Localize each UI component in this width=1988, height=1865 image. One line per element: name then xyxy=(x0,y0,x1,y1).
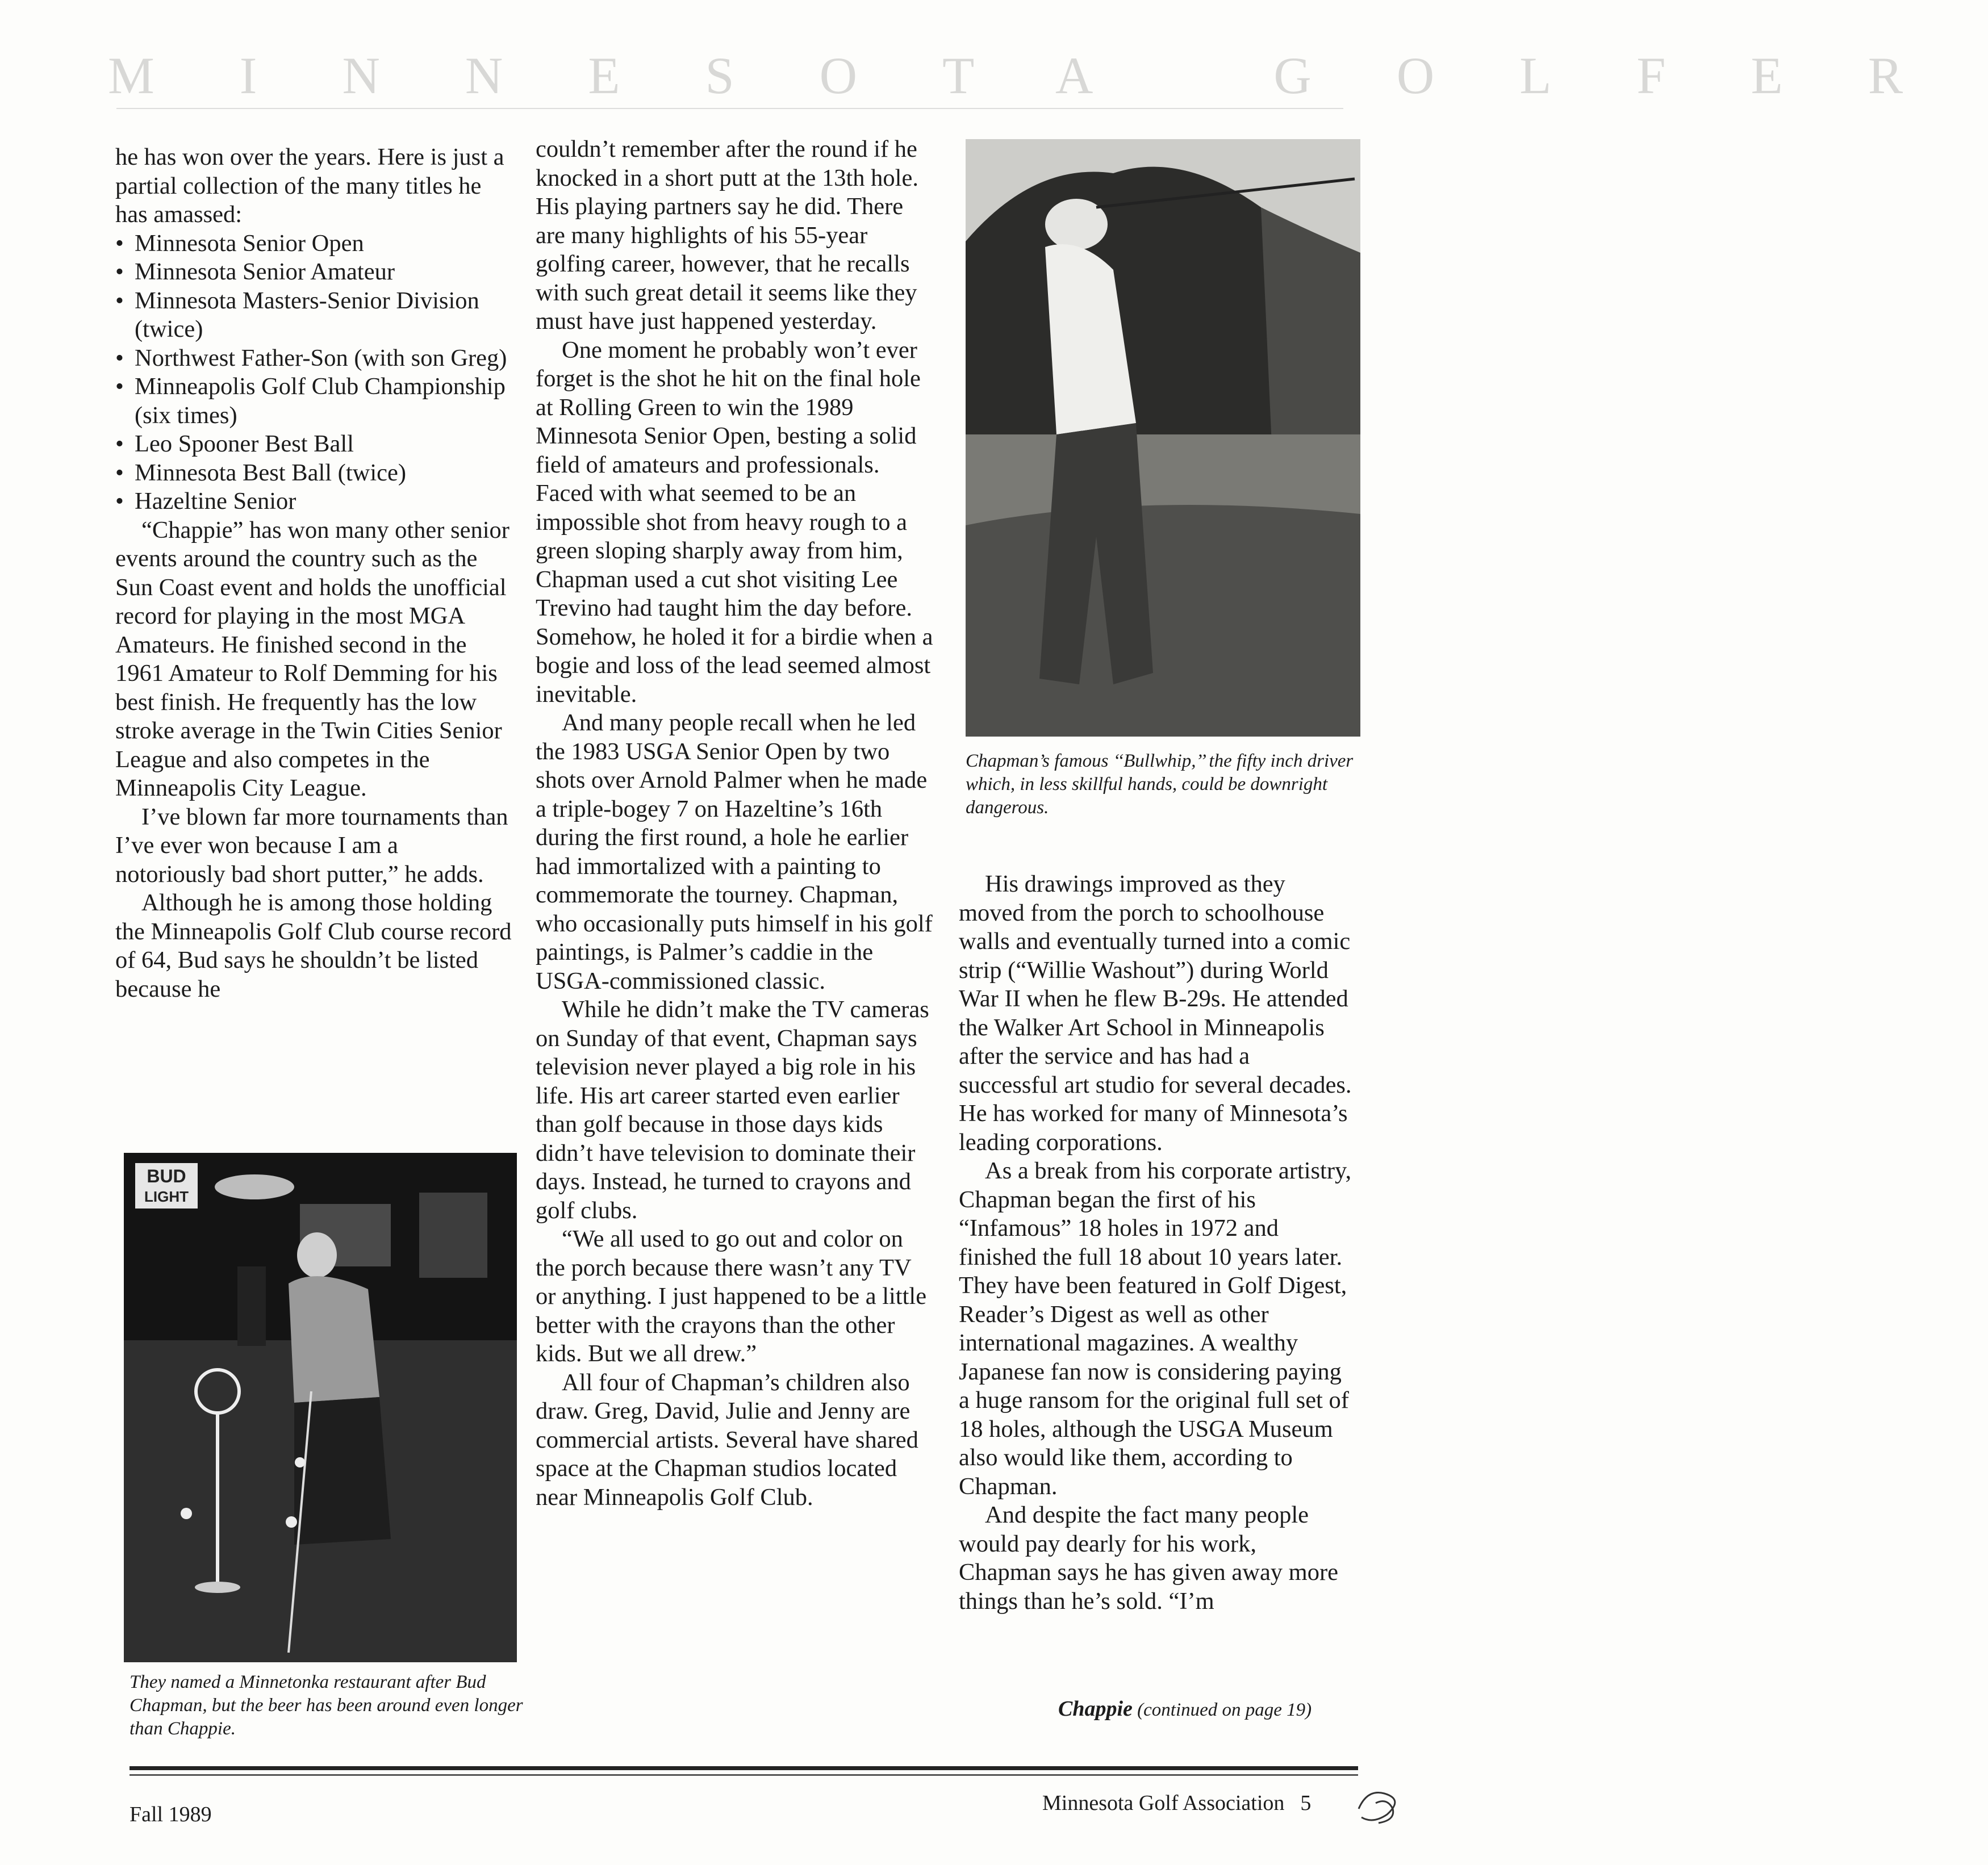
continued-note xyxy=(1058,1696,1312,1721)
list-item: • Minnesota Best Ball (twice) xyxy=(115,459,513,488)
footer-publisher xyxy=(1042,1791,1311,1816)
titles-list xyxy=(115,229,513,516)
footer-rule-thin xyxy=(130,1774,1358,1776)
article-column-2 xyxy=(536,135,933,1512)
list-item: • Minneapolis Golf Club Championship (six times) xyxy=(115,373,513,430)
paragraph: I’ve blown far more tournaments than I’ve ever won because I am a notoriously bad short putter,” he adds. xyxy=(115,803,508,888)
bar-photo-image xyxy=(124,1153,517,1662)
paragraph: As a break from his corporate artistry, Chapman began the first of his “Infamous” 18 holes in 1972 and finished the full 18 about 10 years later. They have been featured in Golf Digest, Reader’s Digest as well as other international magazines. A wealthy Japanese fan now is considering paying a huge ransom for the original full set of 18 holes, although the USGA Museum also would like them, according to Chapman. xyxy=(959,1157,1352,1500)
list-item: • Minnesota Masters-Senior Division (twice) xyxy=(115,287,513,344)
swing-photo xyxy=(966,139,1360,737)
sign-text-light: LIGHT xyxy=(144,1188,189,1205)
sign-text-bud: BUD xyxy=(147,1166,186,1186)
paragraph: And despite the fact many people would pay dearly for his work, Chapman says he has given away more things than he’s sold. “I’m xyxy=(959,1502,1339,1615)
column1-intro: he has won over the years. Here is just a partial collection of the many titles he has amassed: xyxy=(115,144,504,228)
handwritten-mark xyxy=(1353,1783,1410,1829)
masthead-rule xyxy=(116,108,1343,109)
page-number: 5 xyxy=(1300,1791,1312,1815)
list-item: • Minnesota Senior Amateur xyxy=(115,258,513,287)
continued-text: (continued on page 19) xyxy=(1132,1700,1312,1720)
paragraph: All four of Chapman’s children also draw. Greg, David, Julie and Jenny are commercial artists. Several have shared space at the Chapman studios located near Minneapolis Golf Club. xyxy=(536,1369,918,1511)
swing-photo-image xyxy=(966,139,1360,737)
bar-photo-caption: They named a Minnetonka restaurant after Bud Chapman, but the beer has been around even longer than Chappie. xyxy=(130,1672,523,1739)
paragraph: “We all used to go out and color on the porch because there wasn’t any TV or anything. I just happened to be a little better with the crayons than the other kids. But we all drew.” xyxy=(536,1226,927,1367)
paragraph: One moment he probably won’t ever forget is the shot he hit on the final hole at Rolling Green to win the 1989 Minnesota Senior Open, besting a solid field of amateurs and professionals. Faced with what seemed to be an impossible shot from heavy rough to a green sloping sharply away from him, Chapman used a cut shot visiting Lee Trevino had taught him the day before. Somehow, he holed it for a birdie when a bogie and loss of the lead seemed almost inevitable. xyxy=(536,336,933,708)
swing-photo-caption: Chapman’s famous ‘‘Bullwhip,’’ the fifty inch driver which, in less skillful hands, could be downright dangerous. xyxy=(966,751,1354,818)
list-item: • Hazeltine Senior xyxy=(115,487,513,516)
paragraph: His drawings improved as they moved from the porch to schoolhouse walls and eventually turned into a comic strip (“Willie Washout”) during World War II when he flew B-29s. He attended the Walker Art School in Minneapolis after the service and has had a successful art studio for several decades. He has worked for many of Minnesota’s leading corporations. xyxy=(959,871,1352,1156)
paragraph: couldn’t remember after the round if he knocked in a short putt at the 13th hole. His playing partners say he did. There are many highlights of his 55-year golfing career, however, that he recalls with such great detail it seems like they must have just happened yesterday. xyxy=(536,136,918,334)
paragraph: “Chappie” has won many other senior events around the country such as the Sun Coast event and holds the unofficial record for playing in the most MGA Amateurs. He finished second in the 1961 Amateur to Rolf Demming for his best finish. He frequently has the low stroke average in the Twin Cities Senior League and also competes in the Minneapolis City League. xyxy=(115,516,509,801)
bar-photo xyxy=(124,1153,517,1662)
footer-rule xyxy=(130,1766,1358,1770)
continued-name: Chappie xyxy=(1058,1697,1133,1721)
paragraph: Although he is among those holding the Minneapolis Golf Club course record of 64, Bud says he shouldn’t be listed because he xyxy=(115,889,512,1002)
list-item: • Leo Spooner Best Ball xyxy=(115,430,513,459)
masthead: MINNESOTA GOLFER xyxy=(108,47,1988,104)
article-column-1 xyxy=(115,143,513,1003)
list-item: • Minnesota Senior Open xyxy=(115,229,513,258)
paragraph: While he didn’t make the TV cameras on Sunday of that event, Chapman says television never played a big role in his life. His art career started even earlier than golf because in those days kids didn’t have television to dominate their days. Instead, he turned to crayons and golf clubs. xyxy=(536,996,929,1224)
article-column-3 xyxy=(959,870,1354,1616)
issue-date: Fall 1989 xyxy=(130,1803,212,1826)
list-item: • Northwest Father-Son (with son Greg) xyxy=(115,344,513,373)
paragraph: And many people recall when he led the 1983 USGA Senior Open by two shots over Arnold Palmer when he made a triple-bogey 7 on Hazeltine’s 16th during the first round, a hole he earlier had immortalized with a painting to commemorate the tourney. Chapman, who occasionally puts himself in his golf paintings, is Palmer’s caddie in the USGA-commissioned classic. xyxy=(536,709,933,994)
publisher-name: Minnesota Golf Association xyxy=(1042,1791,1285,1815)
